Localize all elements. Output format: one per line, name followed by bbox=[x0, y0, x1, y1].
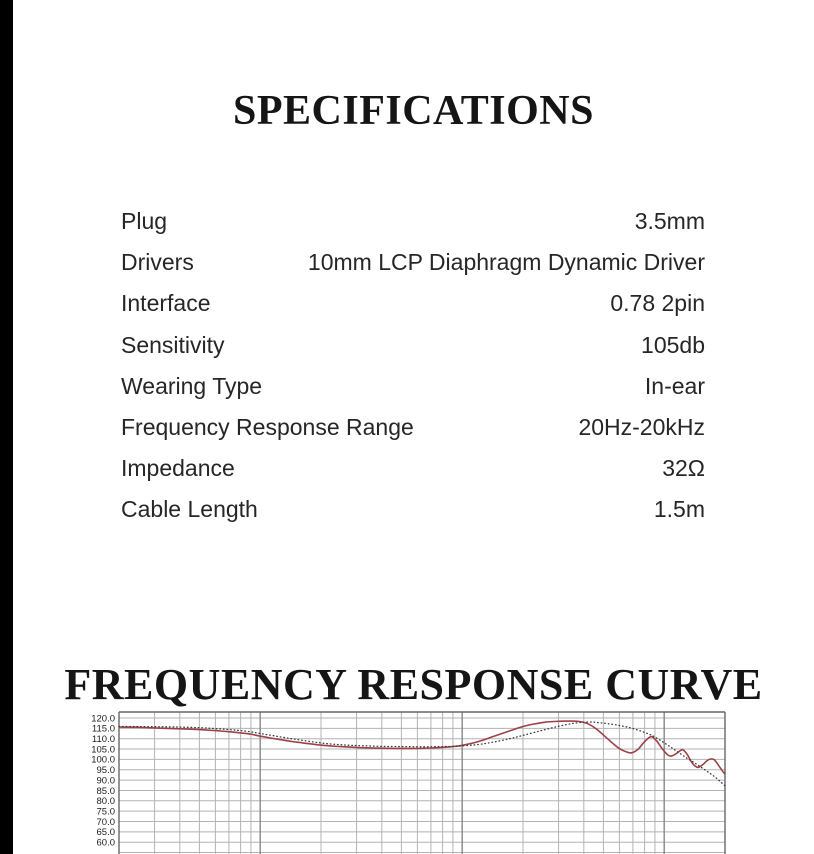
spec-value: 32Ω bbox=[662, 455, 705, 482]
spec-label: Frequency Response Range bbox=[121, 414, 414, 441]
frequency-response-title: FREQUENCY RESPONSE CURVE bbox=[64, 659, 763, 709]
y-axis-tick-label: 90.0 bbox=[96, 775, 115, 787]
spec-value: 0.78 2pin bbox=[610, 290, 705, 317]
spec-value: 105db bbox=[641, 331, 705, 358]
chart-grid bbox=[119, 712, 725, 854]
y-axis-tick-label: 115.0 bbox=[91, 723, 115, 735]
spec-value: In-ear bbox=[644, 372, 705, 399]
y-axis-tick-label: 65.0 bbox=[96, 827, 115, 839]
specifications-title: SPECIFICATIONS bbox=[233, 88, 594, 135]
spec-row bbox=[121, 201, 705, 242]
chart-curves bbox=[119, 721, 725, 786]
spec-list bbox=[121, 201, 705, 531]
y-axis-tick-label: 80.0 bbox=[96, 796, 115, 808]
spec-row bbox=[121, 325, 705, 366]
y-axis-tick-label: 60.0 bbox=[96, 837, 115, 849]
y-axis-tick-label: 70.0 bbox=[96, 816, 115, 828]
spec-row bbox=[121, 283, 705, 324]
target-curve bbox=[119, 722, 725, 786]
y-axis-tick-label: 105.0 bbox=[91, 744, 115, 756]
spec-row bbox=[121, 489, 705, 530]
y-axis-tick-label: 100.0 bbox=[91, 754, 115, 766]
y-axis-tick-label: 120.0 bbox=[91, 713, 115, 725]
spec-label: Impedance bbox=[121, 455, 235, 482]
spec-value: 20Hz-20kHz bbox=[578, 414, 705, 441]
y-axis-tick-label: 95.0 bbox=[96, 765, 115, 777]
spec-label: Sensitivity bbox=[121, 331, 225, 358]
spec-label: Cable Length bbox=[121, 496, 258, 523]
chart-frame bbox=[119, 712, 725, 854]
spec-label: Drivers bbox=[121, 249, 194, 276]
spec-row bbox=[121, 242, 705, 283]
frequency-response-chart bbox=[0, 695, 814, 854]
spec-value: 10mm LCP Diaphragm Dynamic Driver bbox=[307, 249, 705, 276]
spec-label: Wearing Type bbox=[121, 372, 263, 399]
spec-label: Interface bbox=[121, 290, 211, 317]
spec-value: 1.5m bbox=[653, 496, 705, 523]
y-axis-tick-label: 110.0 bbox=[91, 734, 115, 745]
y-axis-tick-label: 85.0 bbox=[96, 785, 115, 797]
chart-y-axis-labels bbox=[91, 713, 115, 848]
spec-row bbox=[121, 407, 705, 448]
spec-value: 3.5mm bbox=[634, 208, 705, 235]
spec-label: Plug bbox=[121, 208, 168, 235]
spec-row bbox=[121, 448, 705, 489]
spec-row bbox=[121, 366, 705, 407]
y-axis-tick-label: 75.0 bbox=[96, 806, 115, 818]
